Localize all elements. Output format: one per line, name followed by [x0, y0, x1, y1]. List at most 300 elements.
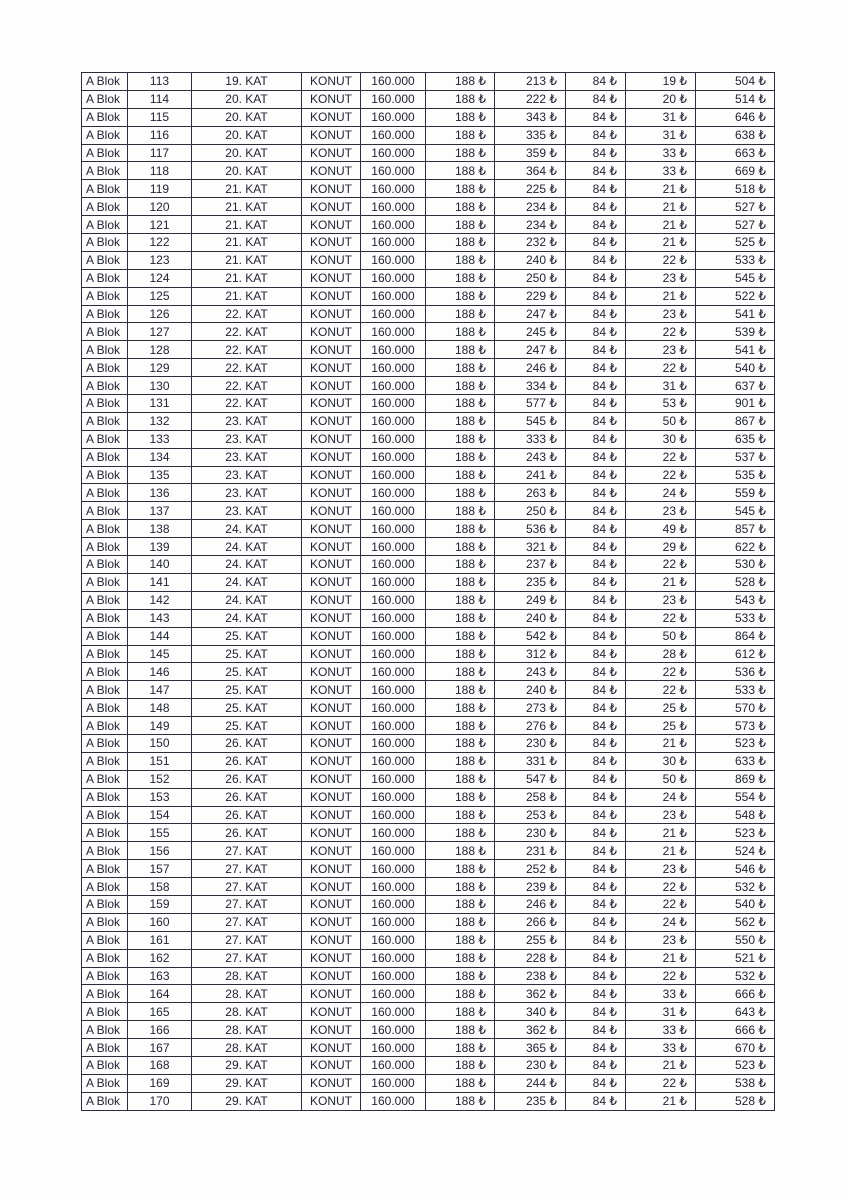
fee-c-cell: 84 ₺ [566, 287, 626, 305]
type-cell: KONUT [302, 108, 361, 126]
area-cell: 160.000 [361, 752, 426, 770]
fee-a-cell: 188 ₺ [426, 860, 495, 878]
block-cell: A Blok [82, 931, 128, 949]
floor-cell: 28. KAT [192, 1021, 302, 1039]
fee-a-cell: 188 ₺ [426, 359, 495, 377]
fee-c-cell: 84 ₺ [566, 144, 626, 162]
fee-c-cell: 84 ₺ [566, 752, 626, 770]
fee-d-cell: 24 ₺ [626, 484, 696, 502]
area-cell: 160.000 [361, 895, 426, 913]
area-cell: 160.000 [361, 985, 426, 1003]
floor-cell: 27. KAT [192, 949, 302, 967]
table-row [82, 180, 775, 198]
floor-cell: 27. KAT [192, 895, 302, 913]
area-cell: 160.000 [361, 1003, 426, 1021]
block-cell: A Blok [82, 681, 128, 699]
type-cell: KONUT [302, 1039, 361, 1057]
block-cell: A Blok [82, 949, 128, 967]
fee-b-cell: 340 ₺ [495, 1003, 566, 1021]
floor-cell: 26. KAT [192, 788, 302, 806]
fee-a-cell: 188 ₺ [426, 234, 495, 252]
unit-no-cell: 127 [128, 323, 192, 341]
floor-cell: 21. KAT [192, 180, 302, 198]
table-row [82, 305, 775, 323]
total-cell: 522 ₺ [696, 287, 775, 305]
type-cell: KONUT [302, 699, 361, 717]
table-row [82, 90, 775, 108]
fee-b-cell: 255 ₺ [495, 931, 566, 949]
area-cell: 160.000 [361, 377, 426, 395]
fee-b-cell: 253 ₺ [495, 806, 566, 824]
total-cell: 663 ₺ [696, 144, 775, 162]
floor-cell: 25. KAT [192, 645, 302, 663]
fee-d-cell: 33 ₺ [626, 144, 696, 162]
fee-b-cell: 231 ₺ [495, 842, 566, 860]
total-cell: 532 ₺ [696, 878, 775, 896]
table-row [82, 198, 775, 216]
unit-no-cell: 136 [128, 484, 192, 502]
unit-no-cell: 152 [128, 770, 192, 788]
area-cell: 160.000 [361, 412, 426, 430]
fee-a-cell: 188 ₺ [426, 520, 495, 538]
fee-c-cell: 84 ₺ [566, 806, 626, 824]
type-cell: KONUT [302, 484, 361, 502]
unit-no-cell: 135 [128, 466, 192, 484]
table-row [82, 860, 775, 878]
block-cell: A Blok [82, 663, 128, 681]
fee-b-cell: 245 ₺ [495, 323, 566, 341]
fee-a-cell: 188 ₺ [426, 251, 495, 269]
area-cell: 160.000 [361, 913, 426, 931]
fee-c-cell: 84 ₺ [566, 90, 626, 108]
area-cell: 160.000 [361, 573, 426, 591]
fee-d-cell: 21 ₺ [626, 573, 696, 591]
fee-a-cell: 188 ₺ [426, 448, 495, 466]
type-cell: KONUT [302, 162, 361, 180]
fee-a-cell: 188 ₺ [426, 126, 495, 144]
fee-c-cell: 84 ₺ [566, 341, 626, 359]
unit-no-cell: 146 [128, 663, 192, 681]
table-row [82, 824, 775, 842]
area-cell: 160.000 [361, 538, 426, 556]
total-cell: 523 ₺ [696, 824, 775, 842]
fee-b-cell: 258 ₺ [495, 788, 566, 806]
fee-d-cell: 21 ₺ [626, 234, 696, 252]
floor-cell: 27. KAT [192, 878, 302, 896]
floor-cell: 23. KAT [192, 412, 302, 430]
area-cell: 160.000 [361, 860, 426, 878]
type-cell: KONUT [302, 234, 361, 252]
fee-d-cell: 22 ₺ [626, 359, 696, 377]
fee-c-cell: 84 ₺ [566, 627, 626, 645]
fee-a-cell: 188 ₺ [426, 90, 495, 108]
area-cell: 160.000 [361, 323, 426, 341]
fee-d-cell: 31 ₺ [626, 377, 696, 395]
total-cell: 528 ₺ [696, 1092, 775, 1110]
floor-cell: 20. KAT [192, 126, 302, 144]
block-cell: A Blok [82, 162, 128, 180]
unit-no-cell: 125 [128, 287, 192, 305]
table-row [82, 734, 775, 752]
type-cell: KONUT [302, 126, 361, 144]
type-cell: KONUT [302, 323, 361, 341]
block-cell: A Blok [82, 788, 128, 806]
floor-cell: 21. KAT [192, 269, 302, 287]
block-cell: A Blok [82, 573, 128, 591]
total-cell: 530 ₺ [696, 556, 775, 574]
block-cell: A Blok [82, 860, 128, 878]
table-row [82, 216, 775, 234]
total-cell: 637 ₺ [696, 377, 775, 395]
total-cell: 669 ₺ [696, 162, 775, 180]
table-row [82, 484, 775, 502]
fee-b-cell: 273 ₺ [495, 699, 566, 717]
fee-b-cell: 246 ₺ [495, 895, 566, 913]
area-cell: 160.000 [361, 251, 426, 269]
fee-a-cell: 188 ₺ [426, 305, 495, 323]
type-cell: KONUT [302, 430, 361, 448]
fee-b-cell: 244 ₺ [495, 1074, 566, 1092]
type-cell: KONUT [302, 1074, 361, 1092]
unit-no-cell: 159 [128, 895, 192, 913]
fee-a-cell: 188 ₺ [426, 591, 495, 609]
table-row [82, 591, 775, 609]
fee-d-cell: 22 ₺ [626, 448, 696, 466]
fee-c-cell: 84 ₺ [566, 1021, 626, 1039]
unit-no-cell: 170 [128, 1092, 192, 1110]
table-row [82, 770, 775, 788]
unit-no-cell: 115 [128, 108, 192, 126]
fee-d-cell: 23 ₺ [626, 502, 696, 520]
table-row [82, 448, 775, 466]
fee-c-cell: 84 ₺ [566, 824, 626, 842]
unit-no-cell: 121 [128, 216, 192, 234]
unit-no-cell: 141 [128, 573, 192, 591]
fee-d-cell: 23 ₺ [626, 860, 696, 878]
block-cell: A Blok [82, 1039, 128, 1057]
floor-cell: 19. KAT [192, 73, 302, 91]
floor-cell: 28. KAT [192, 1003, 302, 1021]
floor-cell: 22. KAT [192, 377, 302, 395]
fee-d-cell: 22 ₺ [626, 556, 696, 574]
fee-d-cell: 22 ₺ [626, 878, 696, 896]
floor-cell: 25. KAT [192, 627, 302, 645]
type-cell: KONUT [302, 1021, 361, 1039]
type-cell: KONUT [302, 788, 361, 806]
fee-d-cell: 31 ₺ [626, 1003, 696, 1021]
fee-b-cell: 230 ₺ [495, 1056, 566, 1074]
fee-b-cell: 247 ₺ [495, 341, 566, 359]
area-cell: 160.000 [361, 734, 426, 752]
fee-b-cell: 577 ₺ [495, 395, 566, 413]
type-cell: KONUT [302, 520, 361, 538]
table-row [82, 341, 775, 359]
floor-cell: 29. KAT [192, 1092, 302, 1110]
fee-a-cell: 188 ₺ [426, 752, 495, 770]
floor-cell: 27. KAT [192, 842, 302, 860]
type-cell: KONUT [302, 287, 361, 305]
block-cell: A Blok [82, 878, 128, 896]
unit-no-cell: 153 [128, 788, 192, 806]
type-cell: KONUT [302, 895, 361, 913]
fee-a-cell: 188 ₺ [426, 323, 495, 341]
floor-cell: 28. KAT [192, 967, 302, 985]
total-cell: 633 ₺ [696, 752, 775, 770]
type-cell: KONUT [302, 931, 361, 949]
unit-no-cell: 132 [128, 412, 192, 430]
total-cell: 533 ₺ [696, 681, 775, 699]
fee-c-cell: 84 ₺ [566, 931, 626, 949]
total-cell: 540 ₺ [696, 895, 775, 913]
fee-c-cell: 84 ₺ [566, 913, 626, 931]
table-row [82, 681, 775, 699]
fee-d-cell: 33 ₺ [626, 1021, 696, 1039]
fee-a-cell: 188 ₺ [426, 842, 495, 860]
area-cell: 160.000 [361, 967, 426, 985]
fee-a-cell: 188 ₺ [426, 573, 495, 591]
fee-b-cell: 234 ₺ [495, 198, 566, 216]
fee-d-cell: 33 ₺ [626, 162, 696, 180]
fee-c-cell: 84 ₺ [566, 985, 626, 1003]
type-cell: KONUT [302, 556, 361, 574]
area-cell: 160.000 [361, 520, 426, 538]
floor-cell: 20. KAT [192, 162, 302, 180]
floor-cell: 23. KAT [192, 466, 302, 484]
area-cell: 160.000 [361, 663, 426, 681]
unit-no-cell: 139 [128, 538, 192, 556]
fee-c-cell: 84 ₺ [566, 162, 626, 180]
floor-cell: 23. KAT [192, 430, 302, 448]
unit-no-cell: 165 [128, 1003, 192, 1021]
fee-b-cell: 246 ₺ [495, 359, 566, 377]
fee-b-cell: 547 ₺ [495, 770, 566, 788]
type-cell: KONUT [302, 251, 361, 269]
type-cell: KONUT [302, 502, 361, 520]
total-cell: 539 ₺ [696, 323, 775, 341]
table-row [82, 502, 775, 520]
area-cell: 160.000 [361, 216, 426, 234]
area-cell: 160.000 [361, 788, 426, 806]
floor-cell: 22. KAT [192, 395, 302, 413]
fee-d-cell: 22 ₺ [626, 681, 696, 699]
floor-cell: 22. KAT [192, 323, 302, 341]
table-row [82, 377, 775, 395]
block-cell: A Blok [82, 502, 128, 520]
fee-a-cell: 188 ₺ [426, 377, 495, 395]
area-cell: 160.000 [361, 502, 426, 520]
unit-no-cell: 156 [128, 842, 192, 860]
area-cell: 160.000 [361, 198, 426, 216]
total-cell: 514 ₺ [696, 90, 775, 108]
type-cell: KONUT [302, 717, 361, 735]
total-cell: 666 ₺ [696, 985, 775, 1003]
fee-c-cell: 84 ₺ [566, 377, 626, 395]
fee-a-cell: 188 ₺ [426, 162, 495, 180]
unit-no-cell: 122 [128, 234, 192, 252]
type-cell: KONUT [302, 645, 361, 663]
unit-no-cell: 145 [128, 645, 192, 663]
table-row [82, 430, 775, 448]
table-row [82, 645, 775, 663]
table-row [82, 627, 775, 645]
fee-d-cell: 21 ₺ [626, 1092, 696, 1110]
area-cell: 160.000 [361, 717, 426, 735]
fee-a-cell: 188 ₺ [426, 770, 495, 788]
fee-a-cell: 188 ₺ [426, 663, 495, 681]
total-cell: 670 ₺ [696, 1039, 775, 1057]
unit-no-cell: 151 [128, 752, 192, 770]
table-row [82, 895, 775, 913]
block-cell: A Blok [82, 734, 128, 752]
area-cell: 160.000 [361, 949, 426, 967]
fee-b-cell: 240 ₺ [495, 681, 566, 699]
fee-c-cell: 84 ₺ [566, 860, 626, 878]
fee-a-cell: 188 ₺ [426, 1074, 495, 1092]
fee-a-cell: 188 ₺ [426, 1021, 495, 1039]
table-row [82, 1003, 775, 1021]
area-cell: 160.000 [361, 627, 426, 645]
area-cell: 160.000 [361, 591, 426, 609]
fee-b-cell: 235 ₺ [495, 573, 566, 591]
unit-no-cell: 126 [128, 305, 192, 323]
type-cell: KONUT [302, 806, 361, 824]
total-cell: 546 ₺ [696, 860, 775, 878]
table-row [82, 752, 775, 770]
fee-b-cell: 230 ₺ [495, 824, 566, 842]
type-cell: KONUT [302, 842, 361, 860]
unit-no-cell: 113 [128, 73, 192, 91]
fee-a-cell: 188 ₺ [426, 627, 495, 645]
total-cell: 570 ₺ [696, 699, 775, 717]
area-cell: 160.000 [361, 287, 426, 305]
table-row [82, 788, 775, 806]
fee-a-cell: 188 ₺ [426, 1003, 495, 1021]
fee-c-cell: 84 ₺ [566, 73, 626, 91]
block-cell: A Blok [82, 1092, 128, 1110]
fee-b-cell: 545 ₺ [495, 412, 566, 430]
table-row [82, 269, 775, 287]
area-cell: 160.000 [361, 824, 426, 842]
block-cell: A Blok [82, 180, 128, 198]
area-cell: 160.000 [361, 180, 426, 198]
unit-no-cell: 134 [128, 448, 192, 466]
total-cell: 541 ₺ [696, 341, 775, 359]
fee-c-cell: 84 ₺ [566, 430, 626, 448]
fee-d-cell: 22 ₺ [626, 466, 696, 484]
block-cell: A Blok [82, 1021, 128, 1039]
unit-no-cell: 157 [128, 860, 192, 878]
block-cell: A Blok [82, 341, 128, 359]
total-cell: 543 ₺ [696, 591, 775, 609]
unit-no-cell: 161 [128, 931, 192, 949]
block-cell: A Blok [82, 556, 128, 574]
total-cell: 635 ₺ [696, 430, 775, 448]
total-cell: 612 ₺ [696, 645, 775, 663]
fee-a-cell: 188 ₺ [426, 180, 495, 198]
floor-cell: 24. KAT [192, 538, 302, 556]
type-cell: KONUT [302, 216, 361, 234]
fee-c-cell: 84 ₺ [566, 842, 626, 860]
fee-b-cell: 247 ₺ [495, 305, 566, 323]
fee-d-cell: 30 ₺ [626, 430, 696, 448]
block-cell: A Blok [82, 359, 128, 377]
block-cell: A Blok [82, 234, 128, 252]
area-cell: 160.000 [361, 1092, 426, 1110]
block-cell: A Blok [82, 752, 128, 770]
fee-b-cell: 335 ₺ [495, 126, 566, 144]
area-cell: 160.000 [361, 484, 426, 502]
floor-cell: 25. KAT [192, 663, 302, 681]
block-cell: A Blok [82, 377, 128, 395]
fee-a-cell: 188 ₺ [426, 1092, 495, 1110]
floor-cell: 21. KAT [192, 251, 302, 269]
area-cell: 160.000 [361, 1074, 426, 1092]
unit-no-cell: 155 [128, 824, 192, 842]
type-cell: KONUT [302, 359, 361, 377]
table-row [82, 538, 775, 556]
fee-b-cell: 359 ₺ [495, 144, 566, 162]
fee-a-cell: 188 ₺ [426, 878, 495, 896]
total-cell: 548 ₺ [696, 806, 775, 824]
type-cell: KONUT [302, 73, 361, 91]
floor-cell: 28. KAT [192, 985, 302, 1003]
unit-no-cell: 118 [128, 162, 192, 180]
fee-b-cell: 343 ₺ [495, 108, 566, 126]
fee-c-cell: 84 ₺ [566, 108, 626, 126]
unit-no-cell: 137 [128, 502, 192, 520]
table-row [82, 1092, 775, 1110]
area-cell: 160.000 [361, 466, 426, 484]
table-row [82, 144, 775, 162]
fee-b-cell: 237 ₺ [495, 556, 566, 574]
fee-b-cell: 266 ₺ [495, 913, 566, 931]
total-cell: 533 ₺ [696, 251, 775, 269]
block-cell: A Blok [82, 770, 128, 788]
fee-d-cell: 21 ₺ [626, 180, 696, 198]
table-row [82, 913, 775, 931]
fee-d-cell: 31 ₺ [626, 108, 696, 126]
fee-b-cell: 252 ₺ [495, 860, 566, 878]
fee-c-cell: 84 ₺ [566, 323, 626, 341]
table-row [82, 699, 775, 717]
unit-no-cell: 166 [128, 1021, 192, 1039]
area-cell: 160.000 [361, 1021, 426, 1039]
fee-b-cell: 263 ₺ [495, 484, 566, 502]
total-cell: 545 ₺ [696, 269, 775, 287]
unit-no-cell: 129 [128, 359, 192, 377]
total-cell: 562 ₺ [696, 913, 775, 931]
fee-c-cell: 84 ₺ [566, 681, 626, 699]
table-row [82, 663, 775, 681]
area-cell: 160.000 [361, 359, 426, 377]
floor-cell: 26. KAT [192, 824, 302, 842]
area-cell: 160.000 [361, 73, 426, 91]
fee-a-cell: 188 ₺ [426, 967, 495, 985]
type-cell: KONUT [302, 198, 361, 216]
unit-no-cell: 116 [128, 126, 192, 144]
area-cell: 160.000 [361, 341, 426, 359]
fee-d-cell: 29 ₺ [626, 538, 696, 556]
fee-b-cell: 232 ₺ [495, 234, 566, 252]
total-cell: 867 ₺ [696, 412, 775, 430]
unit-no-cell: 124 [128, 269, 192, 287]
type-cell: KONUT [302, 341, 361, 359]
fee-c-cell: 84 ₺ [566, 573, 626, 591]
type-cell: KONUT [302, 573, 361, 591]
type-cell: KONUT [302, 967, 361, 985]
fee-c-cell: 84 ₺ [566, 520, 626, 538]
fee-a-cell: 188 ₺ [426, 717, 495, 735]
